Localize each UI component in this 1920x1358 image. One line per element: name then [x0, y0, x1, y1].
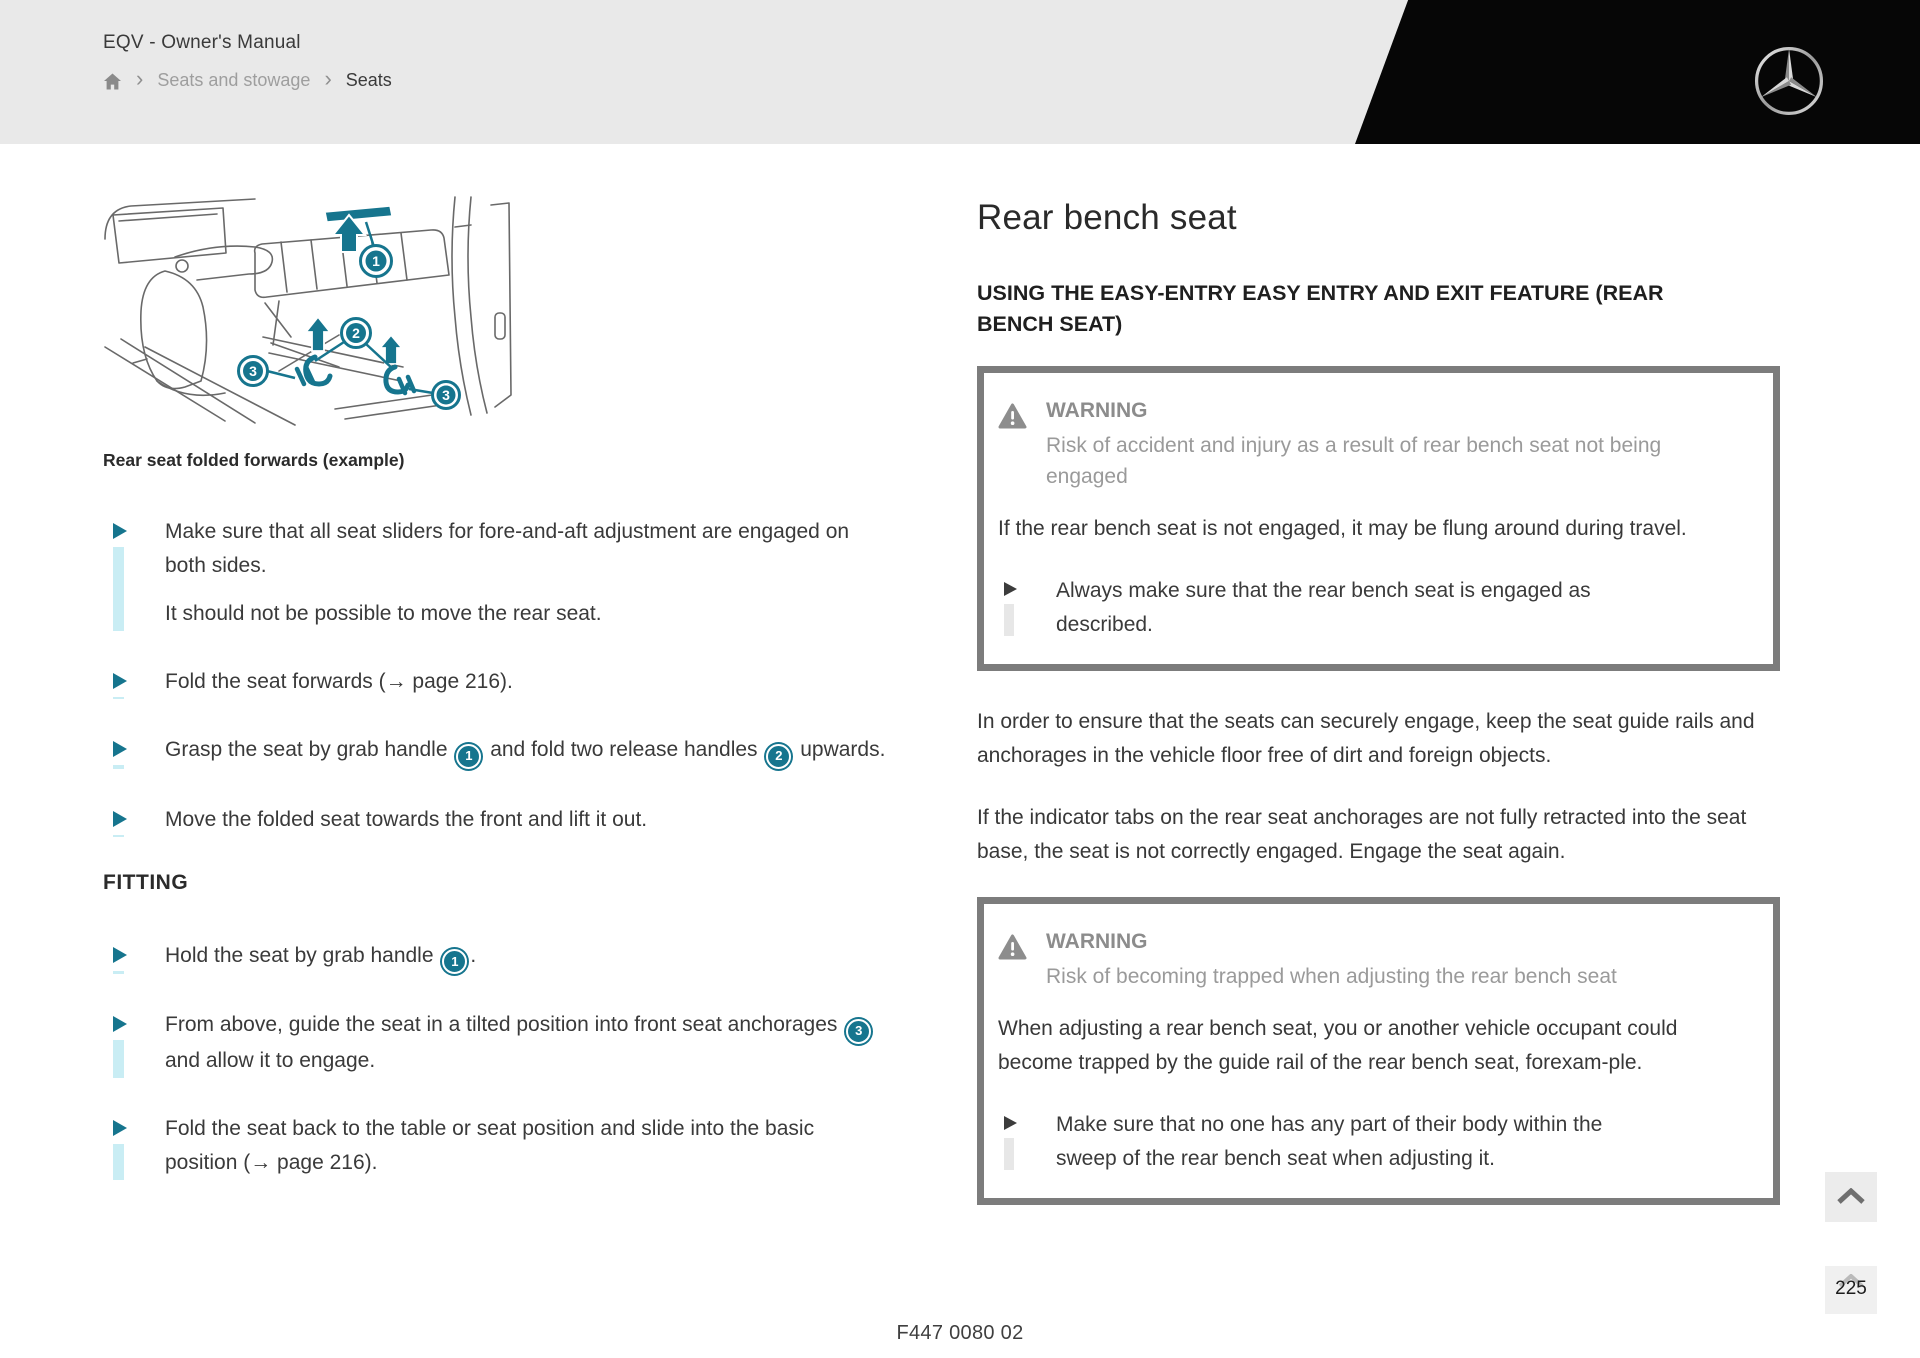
- step-gutter: [103, 665, 165, 699]
- mercedes-star-icon: [1753, 45, 1825, 122]
- breadcrumb-current-page: Seats: [345, 70, 392, 90]
- left-column: [103, 195, 903, 1214]
- seat-illustration: [103, 195, 903, 432]
- step-highlight-bar: [113, 835, 124, 837]
- warning-risk-text: Risk of becoming trapped when adjusting the rear bench seat: [1046, 965, 1617, 988]
- step-body: [165, 515, 889, 631]
- step-body: [165, 803, 647, 837]
- step-gutter: [103, 939, 165, 975]
- step-body: [165, 1008, 889, 1078]
- warning-body: [998, 512, 1753, 546]
- warning-body: [998, 1012, 1753, 1080]
- callout-badge-3: 3: [846, 1019, 871, 1044]
- step-text: Hold the seat by grab handle 1 .: [165, 939, 476, 975]
- instruction-step: [103, 665, 903, 723]
- step-body: [1056, 1108, 1662, 1176]
- warning-titles: [1046, 399, 1753, 492]
- body-paragraph: In order to ensure that the seats can securely engage, keep the seat guide rails and anchorages in the vehicle floor free of dirt and foreign objects.: [977, 710, 1755, 767]
- home-icon[interactable]: [103, 73, 122, 90]
- step-highlight-bar: [113, 697, 124, 699]
- chevron-up-icon: [1836, 1188, 1866, 1207]
- body-paragraph: If the indicator tabs on the rear seat anchorages are not fully retracted into the seat base, the seat is not correctly engaged. Engage the seat again.: [977, 806, 1747, 863]
- step-text: From above, guide the seat in a tilted position into front seat anchorages 3 and allow it to engage.: [165, 1008, 889, 1078]
- step-gutter: [103, 1008, 165, 1078]
- step-gutter: [998, 1108, 1056, 1176]
- step-body: [165, 733, 885, 769]
- step-gutter: [103, 733, 165, 769]
- brand-wedge: [1355, 0, 1920, 144]
- step-arrow-icon: [113, 1120, 127, 1136]
- warning-box: [977, 366, 1780, 671]
- step-text: Make sure that all seat sliders for fore-and-aft adjustment are engaged on both sides.: [165, 520, 850, 577]
- step-highlight-bar: [113, 547, 124, 631]
- step-text: Move the folded seat towards the front and lift it out.: [165, 807, 648, 831]
- warning-steps-list: [998, 574, 1753, 650]
- step-arrow-icon: [113, 523, 127, 539]
- step-arrow-icon: [1004, 582, 1017, 596]
- instruction-step: [103, 939, 903, 999]
- step-highlight-bar: [113, 765, 124, 769]
- section-heading: USING THE EASY-ENTRY EASY ENTRY AND EXIT FEATURE (REAR BENCH SEAT): [977, 281, 1664, 336]
- breadcrumb-separator-icon: ›: [324, 65, 332, 91]
- breadcrumb-separator-icon: ›: [136, 65, 144, 91]
- warning-titles: [1046, 930, 1753, 992]
- step-gutter: [103, 1112, 165, 1180]
- instruction-step: [103, 1008, 903, 1102]
- step-arrow-icon: [113, 741, 127, 757]
- step-body: [1056, 574, 1662, 642]
- right-column: [977, 198, 1780, 1239]
- step-text: Fold the seat forwards (→ page 216).: [165, 670, 513, 693]
- step-body: [165, 665, 513, 699]
- step-text: Always make sure that the rear bench seat is engaged as described.: [1056, 579, 1591, 636]
- warning-steps-list: [998, 1108, 1753, 1184]
- step-highlight-bar: [113, 1144, 124, 1180]
- header: [0, 0, 1920, 144]
- instruction-step: [103, 803, 903, 861]
- figure-callout-2: 2: [352, 325, 360, 341]
- step-text: Fold the seat back to the table or seat position and slide into the basic position (→ page 216).: [165, 1116, 815, 1174]
- instruction-step: [103, 733, 903, 793]
- step-arrow-icon: [113, 811, 127, 827]
- step-text: It should not be possible to move the rear seat.: [165, 602, 602, 625]
- step-gutter: [103, 803, 165, 837]
- warning-risk-text: Risk of accident and injury as a result of rear bench seat not being engaged: [1046, 434, 1662, 488]
- step-body: [165, 1112, 889, 1180]
- step-highlight-bar: [1004, 604, 1014, 636]
- removal-steps-list: [103, 515, 903, 861]
- warning-header: [998, 399, 1753, 492]
- callout-badge-2: 2: [766, 744, 791, 769]
- warning-triangle-icon: [998, 399, 1046, 492]
- figure-caption: Rear seat folded forwards (example): [103, 450, 405, 470]
- step-arrow-icon: [113, 947, 127, 963]
- figure-callout-3b: 3: [442, 387, 450, 403]
- page-number: 225: [1835, 1278, 1867, 1299]
- instruction-step: [103, 515, 903, 655]
- instruction-step: [998, 1108, 1753, 1184]
- figure-callout-3: 3: [249, 363, 257, 379]
- step-highlight-bar: [113, 971, 124, 975]
- warning-slot-1: [977, 366, 1780, 671]
- step-arrow-icon: [113, 1016, 127, 1032]
- scroll-to-top-button[interactable]: [1825, 1172, 1877, 1222]
- step-gutter: [103, 515, 165, 631]
- app-title: EQV - Owner's Manual: [103, 32, 301, 53]
- fitting-heading: FITTING: [103, 870, 189, 894]
- figure-callout-1: 1: [372, 253, 380, 269]
- warning-label: WARNING: [1046, 930, 1148, 953]
- page-number-badge[interactable]: [1825, 1266, 1877, 1314]
- warning-triangle-icon: [998, 930, 1046, 992]
- warning-label: WARNING: [1046, 399, 1148, 422]
- breadcrumb: [103, 65, 392, 91]
- instruction-step: [998, 574, 1753, 650]
- warning-header: [998, 930, 1753, 992]
- step-body: [165, 939, 476, 975]
- fitting-steps-list: [103, 939, 903, 1204]
- step-arrow-icon: [1004, 1116, 1017, 1130]
- callout-badge-1: 1: [442, 949, 467, 974]
- step-arrow-icon: [113, 673, 127, 689]
- warning-box: [977, 897, 1780, 1205]
- step-text: Grasp the seat by grab handle 1 and fold two release handles 2 upwards.: [165, 733, 885, 769]
- document-code: F447 0080 02: [896, 1322, 1024, 1344]
- step-highlight-bar: [113, 1040, 124, 1078]
- breadcrumb-section-link[interactable]: Seats and stowage: [157, 70, 311, 90]
- callout-badge-1: 1: [456, 744, 481, 769]
- step-highlight-bar: [1004, 1138, 1014, 1170]
- warning-body-text: When adjusting a rear bench seat, you or another vehicle occupant could become trapped by the guide rail of the rear bench seat, forexam-ple.: [998, 1017, 1678, 1074]
- step-text: Make sure that no one has any part of their body within the sweep of the rear bench seat when adjusting it.: [1056, 1113, 1603, 1170]
- instruction-step: [103, 1112, 903, 1204]
- page-title: Rear bench seat: [977, 198, 1237, 237]
- warning-slot-2: [977, 897, 1780, 1205]
- step-gutter: [998, 574, 1056, 642]
- warning-body-text: If the rear bench seat is not engaged, it may be flung around during travel.: [998, 517, 1687, 540]
